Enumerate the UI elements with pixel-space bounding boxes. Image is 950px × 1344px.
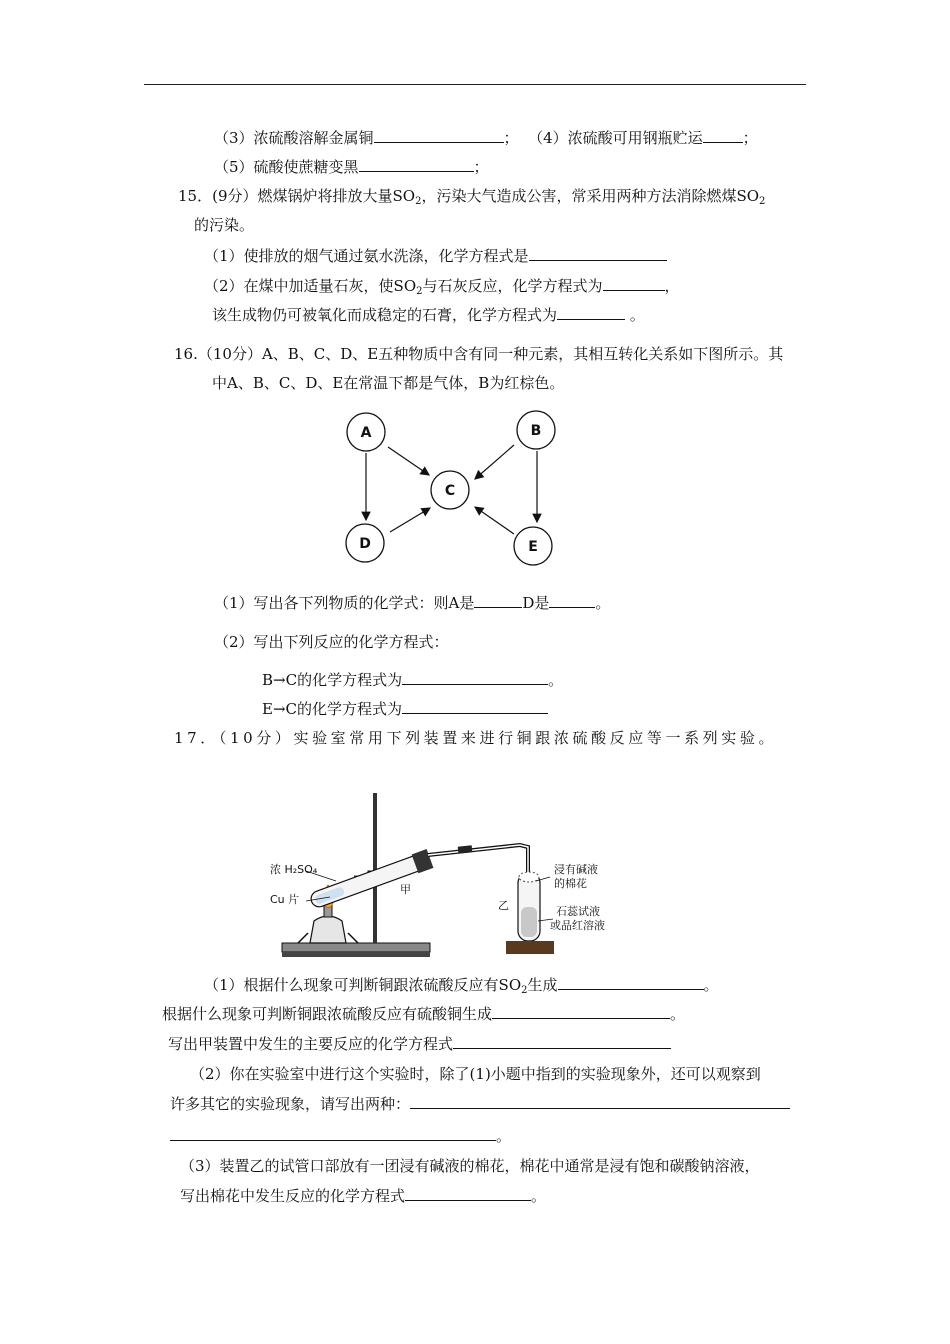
tripod-leg-right: [348, 933, 358, 943]
q17-p1: [204, 975, 719, 995]
q17-p8: [180, 1186, 546, 1206]
q14-item4: （4）浓硫酸可用钢瓶贮运: [528, 129, 703, 147]
label-litmus-2: 或品红溶液: [550, 919, 605, 932]
q17-p7: （3）装置乙的试管口部放有一团浸有碱液的棉花，棉花中通常是浸有饱和碳酸钠溶液，: [180, 1157, 760, 1175]
delivery-tube-inner: [428, 845, 528, 873]
q15-sub2-a: （2）在煤中加适量石灰，使SO: [204, 277, 417, 295]
q15-sub2-sub: 2: [416, 286, 423, 297]
q17-p4: （2）你在实验室中进行这个实验时，除了(1)小题中指到的实验现象外，还可以观察到: [190, 1065, 761, 1083]
q14-blank3[interactable]: [374, 128, 504, 143]
label-cotton-2: 的棉花: [554, 877, 587, 890]
header-rule: [144, 84, 806, 85]
stand-base-shadow: [282, 952, 430, 957]
q16-blank-ec[interactable]: [402, 699, 548, 714]
node-d-label: D: [359, 536, 371, 552]
q17-p1-end: 。: [703, 976, 719, 994]
q16-sub2: （2）写出下列反应的化学方程式：: [214, 633, 449, 651]
q16-blank-bc[interactable]: [402, 670, 548, 685]
node-b-label: B: [530, 423, 542, 439]
q16-sub1: [214, 593, 610, 613]
q15-sub3-text: 该生成物仍可被氧化而成稳定的石膏，化学方程式为: [212, 306, 558, 324]
q17-p1-a: （1）根据什么现象可判断铜跟浓硫酸反应有SO: [204, 976, 522, 994]
arrow-d-to-c: [390, 508, 430, 532]
arrow-a-to-c: [388, 447, 429, 475]
tripod-leg-left: [298, 933, 308, 943]
q16-ec: [262, 699, 548, 719]
stand-base: [282, 943, 430, 952]
apparatus-figure: [268, 793, 624, 963]
q17-p8-end: 。: [531, 1187, 547, 1205]
q16-sub1-a: （1）写出各下列物质的化学式：则A是: [214, 594, 475, 612]
conversion-diagram: [330, 405, 570, 570]
q16-ec-text: E→C的化学方程式为: [262, 700, 402, 718]
label-cotton-1: 浸有碱液: [554, 863, 598, 876]
q17-p3: [168, 1034, 671, 1054]
q14-line-3-4: [214, 128, 758, 148]
q17-blank-cotton[interactable]: [405, 1186, 531, 1201]
q17-p1-sub: 2: [521, 985, 528, 996]
q14-item5: （5）硫酸使蔗糖变黑: [214, 158, 359, 176]
q15-sub2: [204, 276, 680, 296]
q15-sub-a: 2: [415, 196, 422, 207]
q15-header-b: ，污染大气造成公害，常采用两种方法消除燃煤SO: [421, 187, 760, 205]
q16-sub1-b: D是: [522, 594, 550, 612]
q15-sub3-end: 。: [629, 306, 645, 324]
q17-header: 17．（10分）实验室常用下列装置来进行铜跟浓硫酸反应等一系列实验。: [174, 729, 778, 747]
q17-blank-phenomena-1[interactable]: [410, 1094, 790, 1109]
q15-sub1: [204, 246, 667, 266]
q17-blank-cuso4[interactable]: [492, 1004, 670, 1019]
tube-joint: [458, 845, 473, 853]
q17-p8-text: 写出棉花中发生反应的化学方程式: [180, 1187, 406, 1205]
q17-p3-text: 写出甲装置中发生的主要反应的化学方程式: [168, 1035, 454, 1053]
label-yi: 乙: [498, 899, 509, 912]
q17-p6: [170, 1126, 511, 1146]
label-cu: Cu 片: [270, 893, 300, 906]
q14-blank4[interactable]: [703, 128, 743, 143]
q15-blank1[interactable]: [529, 246, 667, 261]
label-jia: 甲: [400, 883, 411, 896]
q16-bc-end: 。: [548, 671, 564, 689]
q14-end: ；: [473, 158, 489, 176]
q15-sub2-end: ，: [664, 277, 680, 295]
test-tube-jia: [308, 849, 433, 911]
q17-blank-equation[interactable]: [453, 1034, 671, 1049]
q15-blank2[interactable]: [603, 276, 665, 291]
q17-p6-end: 。: [496, 1127, 512, 1145]
q14-sep2: ；: [742, 129, 758, 147]
q14-sep: ；: [503, 129, 519, 147]
q17-blank-phenomena-2[interactable]: [170, 1126, 496, 1141]
node-c-label: C: [444, 483, 456, 499]
q15-sub-b: 2: [759, 196, 766, 207]
node-a-label: A: [360, 425, 372, 441]
q17-p5: [170, 1094, 790, 1114]
q15-blank3[interactable]: [557, 305, 625, 320]
alcohol-lamp: [310, 916, 346, 943]
q16-bc: [262, 670, 563, 690]
stand-rod: [373, 793, 377, 943]
q14-blank5[interactable]: [359, 157, 474, 172]
q17-p2: [162, 1004, 685, 1024]
q16-bc-text: B→C的化学方程式为: [262, 671, 403, 689]
q17-p2-end: 。: [670, 1005, 686, 1023]
node-e-label: E: [528, 539, 538, 555]
q15-header-a: 15．(9分）燃煤锅炉将排放大量SO: [178, 187, 416, 205]
label-litmus-1: 石蕊试液: [556, 905, 600, 918]
arrow-e-to-c: [475, 507, 514, 534]
wooden-block: [506, 941, 554, 954]
q15-sub1-text: （1）使排放的烟气通过氨水洗涤，化学方程式是: [204, 247, 529, 265]
arrow-b-to-c: [475, 445, 514, 479]
cotton-plug: [519, 872, 539, 882]
litmus-solution: [521, 907, 537, 937]
q16-blank-d[interactable]: [549, 593, 595, 608]
q17-p2-text: 根据什么现象可判断铜跟浓硫酸反应有硫酸铜生成: [162, 1005, 493, 1023]
label-acid: 浓 H₂SO₄: [270, 863, 318, 876]
q15-line2: 的污染。: [194, 216, 255, 234]
q14-line-5: [214, 157, 489, 177]
q15-header: [178, 186, 765, 206]
q16-sub1-end: 。: [595, 594, 611, 612]
q16-line2: 中A、B、C、D、E在常温下都是气体，B为红棕色。: [212, 374, 565, 392]
q16-header: 16.（10分）A、B、C、D、E五种物质中含有同一种元素，其相互转化关系如下图所示。其: [174, 345, 784, 363]
q15-sub3: [212, 305, 645, 325]
q16-blank-a[interactable]: [474, 593, 522, 608]
q17-blank-so2[interactable]: [558, 975, 704, 990]
q14-item3: （3）浓硫酸溶解金属铜: [214, 129, 374, 147]
q17-p1-b: 生成: [527, 976, 558, 994]
q15-sub2-b: 与石灰反应，化学方程式为: [422, 277, 603, 295]
q17-p5-text: 许多其它的实验现象，请写出两种：: [170, 1095, 411, 1113]
